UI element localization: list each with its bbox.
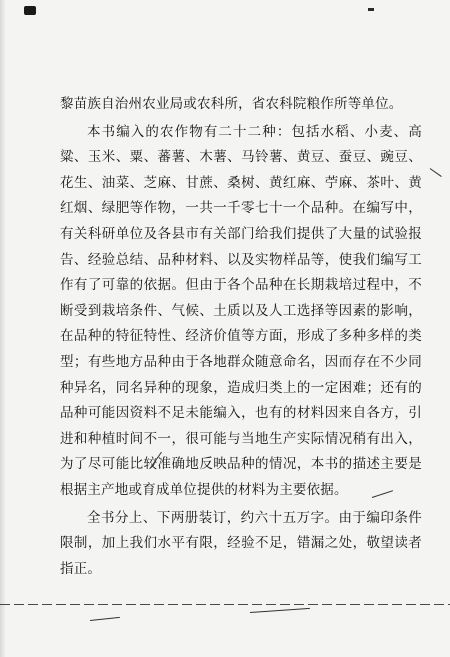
text-line-3: 粱、玉米、粟、蕃薯、木薯、马铃薯、黄豆、蚕豆、豌豆、 [60, 149, 422, 166]
text-line-7: 告、经验总结、品种材料、以及实物样品等，使我们编写工 [60, 251, 422, 268]
text-line-11: 型；有些地方品种由于各地群众随意命名，因而存在不少同 [60, 353, 422, 370]
text-line-5: 红烟、绿肥等作物，一共一千零七十一个品种。在编写中， [60, 200, 422, 217]
text-line-15: 为了尽可能比较准确地反映品种的情况，本书的描述主要是 [60, 456, 422, 473]
text-line-19: 指正。 [60, 560, 102, 577]
page-edge-shadow [0, 0, 6, 657]
text-line-18: 限制，加上我们水平有限，经验不足，错漏之处，敬望读者 [60, 535, 422, 552]
text-line-1: 黎苗族自治州农业局或农科所，省农科院粮作所等单位。 [60, 96, 403, 112]
text-line-8: 作有了可靠的依据。但由于各个品种在长期栽培过程中，不 [60, 277, 422, 294]
text-line-13: 品种可能因资料不足未能编入，也有的材料因来自各方，引 [60, 405, 422, 422]
text-line-16: 根据主产地或育成单位提供的材料为主要依据。 [60, 481, 348, 498]
text-line-10: 在品种的特征特性、经济价值等方面，形成了多种多样的类 [60, 328, 422, 345]
document-body [60, 92, 422, 582]
text-line-9: 断受到栽培条件、气候、土质以及人工选择等因素的影响， [60, 302, 422, 319]
text-line-4: 花生、油菜、芝麻、甘蔗、桑树、黄红麻、苧麻、茶叶、黄 [60, 174, 422, 191]
bottom-dashed-rule [0, 604, 450, 605]
ink-dot-mark [368, 8, 374, 11]
text-line-14: 进和种植时间不一，很可能与当地生产实际情况稍有出入， [60, 430, 422, 447]
text-line-12: 种异名，同名异种的现象，造成归类上的一定困难；还有的 [60, 379, 422, 396]
stray-pen-stroke [90, 617, 120, 621]
text-line-2: 本书编入的农作物有二十二种：包括水稻、小麦、高 [87, 123, 422, 140]
ink-smudge-mark [24, 6, 36, 15]
text-line-6: 有关科研单位及各县市有关部门给我们提供了大量的试验报 [60, 225, 422, 242]
text-line-17: 全书分上、下两册装订，约六十五万字。由于编印条件 [87, 509, 422, 526]
stray-pen-stroke [430, 168, 442, 177]
stray-pen-stroke [250, 608, 310, 613]
